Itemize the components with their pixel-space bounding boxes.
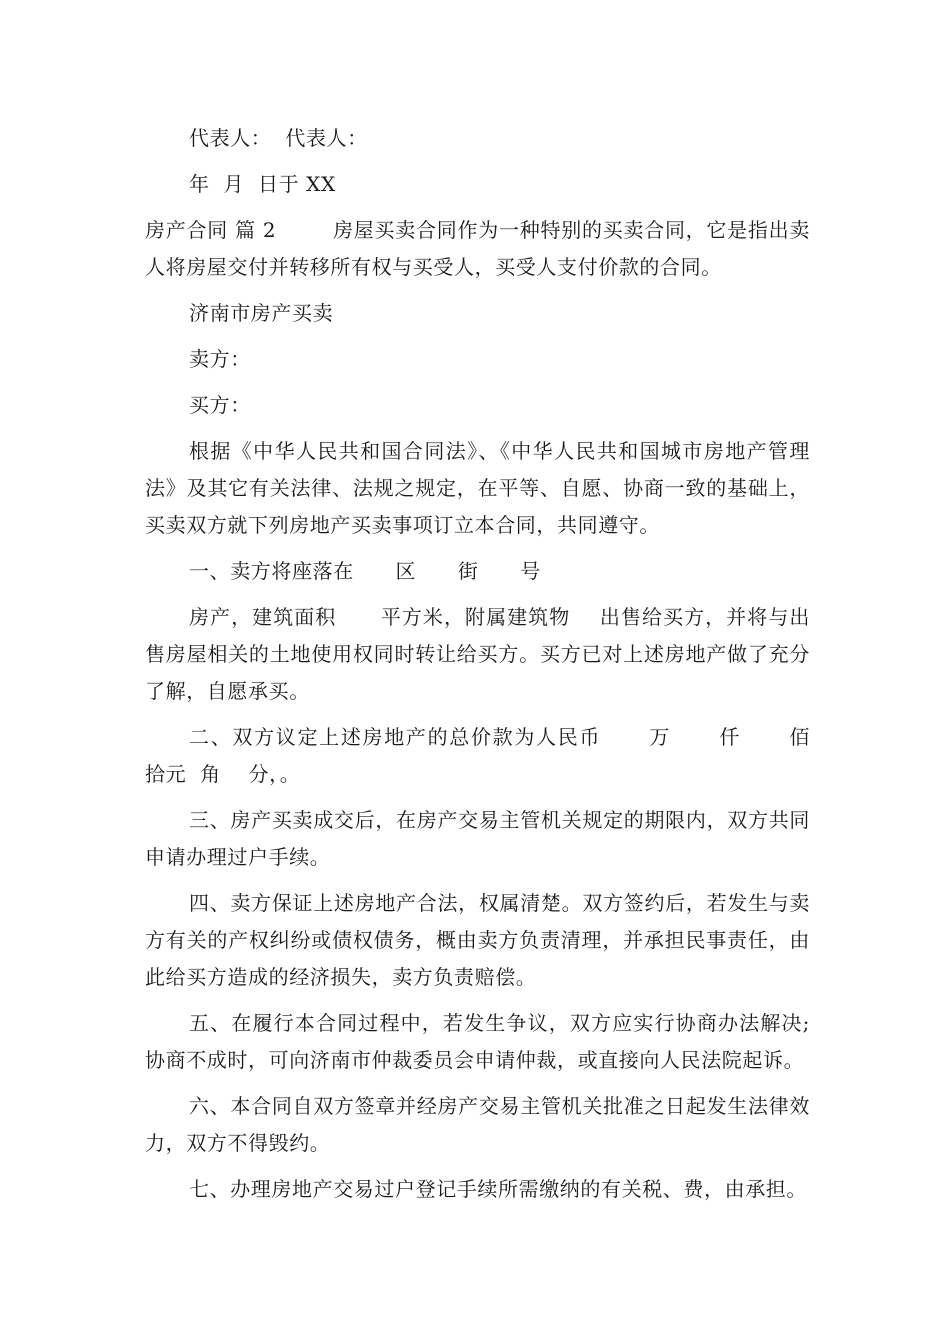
- clause-4: 四、卖方保证上述房地产合法，权属清楚。双方签约后，若发生与卖方有关的产权纠纷或债权债务，概由卖方负责清理，并承担民事责任，由此给买方造成的经济损失，卖方负责赔偿。: [145, 891, 810, 989]
- intro-text: 房屋买卖合同作为一种特别的买卖合同，它是指出卖人将房屋交付并转移所有权与买受人，买受人支付价款的合同。: [145, 218, 810, 279]
- article-intro: [145, 212, 810, 286]
- contract-title: 济南市房产买卖: [189, 301, 334, 325]
- article-heading: 房产合同 篇 2: [145, 218, 277, 242]
- seller-field: 卖方：: [189, 347, 251, 371]
- document-body: [145, 120, 852, 1217]
- signature-line: 代表人： 代表人：: [189, 126, 368, 150]
- clause-2: 二、双方议定上述房地产的总价款为人民币 万 仟 佰 拾元 角 分，。: [145, 725, 852, 786]
- clause-5: 五、在履行本合同过程中，若发生争议，双方应实行协商办法解决;协商不成时，可向济南市仲裁委员会申请仲裁，或直接向人民法院起诉。: [145, 1011, 810, 1072]
- clause-6: 六、本合同自双方签章并经房产交易主管机关批准之日起发生法律效力，双方不得毁约。: [145, 1094, 810, 1155]
- date-line: 年 月 日于 XX: [189, 172, 336, 196]
- preamble-paragraph: 根据《中华人民共和国合同法》、《中华人民共和国城市房地产管理法》及其它有关法律、法规之规定，在平等、自愿、协商一致的基础上，买卖双方就下列房地产买卖事项订立本合同，共同遵守。: [145, 439, 810, 537]
- clause-7: 七、办理房地产交易过户登记手续所需缴纳的有关税、费，由承担。: [189, 1177, 807, 1201]
- buyer-field: 买方：: [189, 393, 251, 417]
- clause-1-body: 房产，建筑面积 平方米，附属建筑物 出售给买方，并将与出售房屋相关的土地使用权同时转让给买方。买方已对上述房地产做了充分了解，自愿承买。: [145, 605, 810, 703]
- clause-3: 三、房产买卖成交后，在房产交易主管机关规定的期限内，双方共同申请办理过户手续。: [145, 808, 810, 869]
- clause-1-heading: 一、卖方将座落在 区 街 号: [189, 559, 541, 583]
